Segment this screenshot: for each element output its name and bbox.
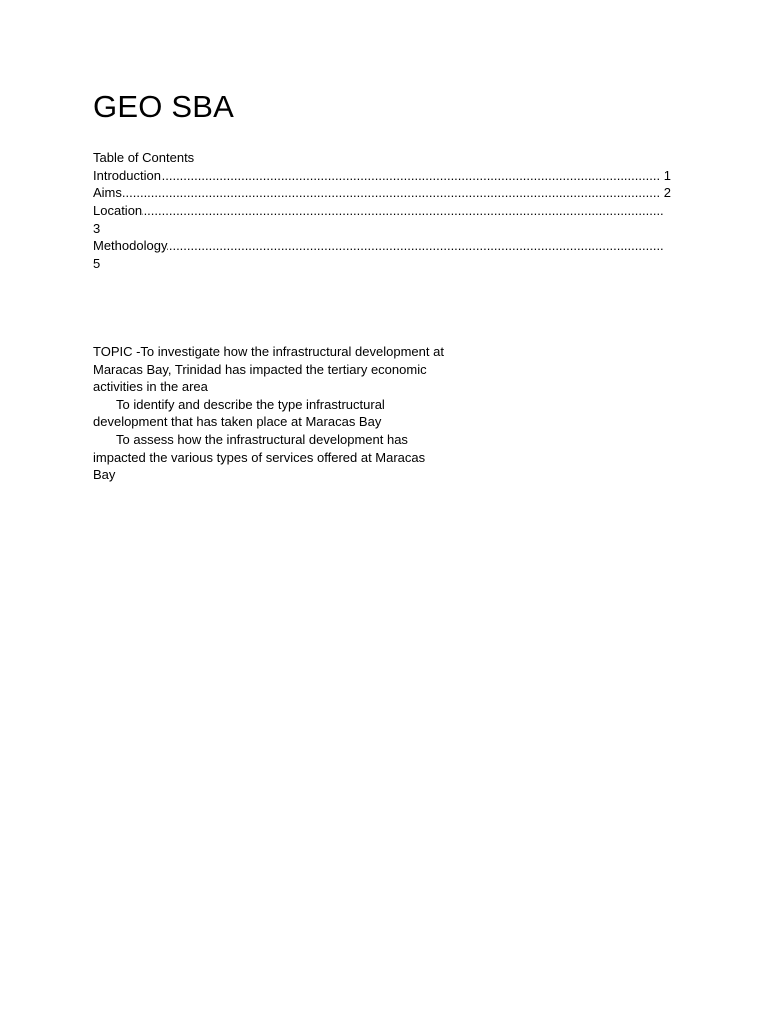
toc-entry-introduction <box>93 167 671 185</box>
toc-entry-page: 2 <box>660 184 671 202</box>
text-line: To assess how the infrastructural development has <box>116 431 408 447</box>
toc-entry-methodology <box>93 237 663 255</box>
toc-entry-aims <box>93 184 671 202</box>
topic-paragraph <box>93 343 493 396</box>
toc-entry-label: Location <box>93 203 143 219</box>
text-line: impacted the various types of services offered at Maracas <box>93 449 426 465</box>
toc-entry-page: 1 <box>660 167 671 185</box>
document-body <box>93 343 493 484</box>
table-of-contents <box>93 149 671 273</box>
text-line: To identify and describe the type infrastructural <box>116 396 385 412</box>
aim-paragraph-2 <box>93 431 493 484</box>
text-line: Maracas Bay, Trinidad has impacted the tertiary economic <box>93 361 427 377</box>
toc-entry-location <box>93 202 663 220</box>
toc-entry-label: Introduction <box>93 167 161 183</box>
toc-entry-page: 5 <box>93 256 101 272</box>
document-title: GEO SBA <box>93 89 234 124</box>
toc-leader-dots <box>93 167 671 185</box>
text-line: Bay <box>93 467 116 483</box>
text-line: development that has taken place at Maracas Bay <box>93 414 382 430</box>
text-line: activities in the area <box>93 379 208 395</box>
toc-leader-dots <box>93 202 663 220</box>
aim-paragraph-1 <box>93 396 493 431</box>
toc-leader-dots <box>93 237 663 255</box>
toc-entry-label: Aims <box>93 185 122 201</box>
toc-entry-label: Methodology <box>93 238 168 254</box>
toc-heading: Table of Contents <box>93 150 195 165</box>
toc-leader-dots <box>93 184 671 202</box>
toc-entry-page: 3 <box>93 220 101 236</box>
text-line: TOPIC -To investigate how the infrastructural development at <box>93 344 444 359</box>
